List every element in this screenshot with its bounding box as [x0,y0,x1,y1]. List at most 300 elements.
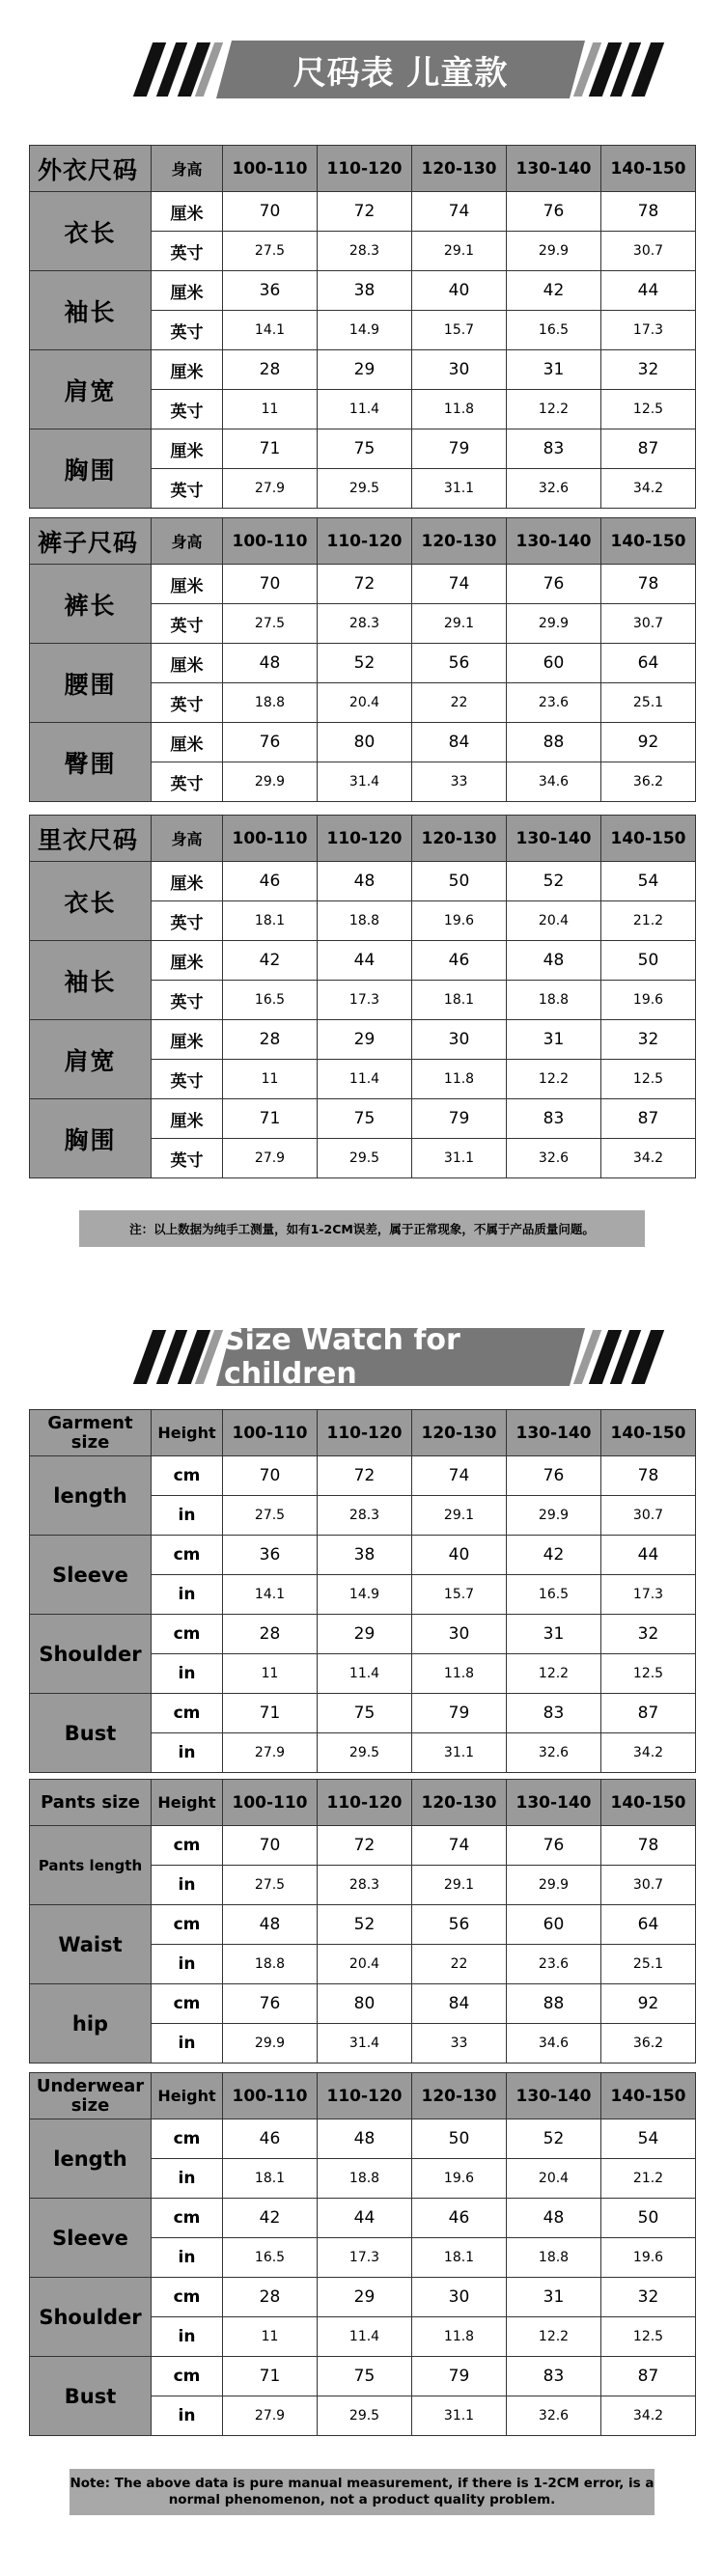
value-cell: 18.8 [507,2238,601,2278]
value-cell: 76 [507,565,601,604]
value-cell: 42 [223,941,318,981]
measurement-label: Shoulder [30,2278,152,2357]
size-range-header: 140-150 [601,816,696,862]
table-row [30,2199,696,2238]
unit-label: 厘米 [152,723,223,762]
value-cell: 12.2 [507,2317,601,2357]
value-cell: 29.1 [412,232,507,271]
value-cell: 92 [601,1984,696,2024]
measurement-label: 臀围 [30,723,152,802]
value-cell: 87 [601,2357,696,2396]
value-cell: 52 [318,1905,412,1945]
table-row [30,271,696,311]
value-cell: 14.1 [223,311,318,350]
value-cell: 28.3 [318,604,412,644]
unit-label: in [152,1733,223,1773]
value-cell: 52 [507,2119,601,2159]
measurement-label: Sleeve [30,2199,152,2278]
value-cell: 12.2 [507,1654,601,1694]
unit-label: cm [152,1536,223,1575]
value-cell: 17.3 [318,981,412,1020]
value-cell: 56 [412,1905,507,1945]
value-cell: 75 [318,2357,412,2396]
unit-label: cm [152,1905,223,1945]
measurement-label: Sleeve [30,1536,152,1615]
height-header: 身高 [152,816,223,862]
size-table [29,815,696,1178]
table-row [30,2119,696,2159]
value-cell: 88 [507,723,601,762]
value-cell: 34.6 [507,762,601,802]
value-cell: 38 [318,1536,412,1575]
table-header-row [30,2073,696,2119]
unit-label: cm [152,2119,223,2159]
value-cell: 15.7 [412,311,507,350]
value-cell: 12.5 [601,390,696,429]
value-cell: 29.1 [412,1866,507,1905]
unit-label: 英寸 [152,232,223,271]
value-cell: 29.9 [223,2024,318,2064]
value-cell: 87 [601,1099,696,1139]
value-cell: 22 [412,1945,507,1984]
size-range-header: 140-150 [601,1410,696,1456]
size-range-header: 120-130 [412,816,507,862]
measurement-label: 胸围 [30,1099,152,1178]
value-cell: 20.4 [318,683,412,723]
size-range-header: 120-130 [412,146,507,192]
value-cell: 71 [223,1099,318,1139]
unit-label: 厘米 [152,350,223,390]
unit-label: 英寸 [152,1139,223,1178]
value-cell: 87 [601,429,696,469]
table-section-name: Garment size [30,1410,152,1456]
value-cell: 20.4 [507,901,601,941]
size-range-header: 100-110 [223,816,318,862]
value-cell: 36 [223,271,318,311]
value-cell: 75 [318,1694,412,1733]
value-cell: 30.7 [601,1866,696,1905]
en-page-title: Size Watch for children [224,1323,460,1391]
unit-label: cm [152,1615,223,1654]
value-cell: 44 [318,941,412,981]
value-cell: 79 [412,1099,507,1139]
table-row [30,2278,696,2317]
value-cell: 12.5 [601,2317,696,2357]
table-section-name: 裤子尺码 [30,518,152,565]
size-range-header: 110-120 [318,1410,412,1456]
size-range-header: 110-120 [318,816,412,862]
size-range-header: 130-140 [507,1780,601,1826]
value-cell: 75 [318,1099,412,1139]
measurement-label: 衣长 [30,192,152,271]
size-range-header: 110-120 [318,1780,412,1826]
value-cell: 11.4 [318,1654,412,1694]
value-cell: 17.3 [601,311,696,350]
value-cell: 29.9 [507,604,601,644]
value-cell: 16.5 [507,311,601,350]
unit-label: 厘米 [152,429,223,469]
value-cell: 74 [412,565,507,604]
value-cell: 16.5 [507,1575,601,1615]
unit-label: 厘米 [152,565,223,604]
unit-label: 厘米 [152,1020,223,1060]
value-cell: 29.5 [318,2396,412,2436]
height-header: 身高 [152,518,223,565]
value-cell: 84 [412,1984,507,2024]
table-header-row [30,816,696,862]
height-header: Height [152,2073,223,2119]
table-row [30,1020,696,1060]
value-cell: 29 [318,1020,412,1060]
value-cell: 18.8 [318,2159,412,2199]
unit-label: in [152,1496,223,1536]
value-cell: 48 [318,2119,412,2159]
measurement-label: hip [30,1984,152,2064]
value-cell: 64 [601,644,696,683]
value-cell: 83 [507,1099,601,1139]
value-cell: 20.4 [507,2159,601,2199]
value-cell: 18.8 [223,683,318,723]
value-cell: 30 [412,1615,507,1654]
value-cell: 79 [412,2357,507,2396]
value-cell: 83 [507,2357,601,2396]
value-cell: 52 [507,862,601,901]
value-cell: 50 [412,862,507,901]
size-range-header: 130-140 [507,518,601,565]
value-cell: 48 [318,862,412,901]
table-header-row [30,146,696,192]
value-cell: 11 [223,2317,318,2357]
value-cell: 17.3 [601,1575,696,1615]
value-cell: 70 [223,565,318,604]
value-cell: 75 [318,429,412,469]
value-cell: 14.1 [223,1575,318,1615]
value-cell: 40 [412,271,507,311]
value-cell: 34.6 [507,2024,601,2064]
value-cell: 34.2 [601,2396,696,2436]
value-cell: 30 [412,350,507,390]
value-cell: 44 [318,2199,412,2238]
unit-label: 厘米 [152,271,223,311]
value-cell: 28.3 [318,1496,412,1536]
value-cell: 31 [507,350,601,390]
value-cell: 29 [318,2278,412,2317]
value-cell: 78 [601,565,696,604]
value-cell: 19.6 [601,2238,696,2278]
value-cell: 12.2 [507,1060,601,1099]
size-range-header: 120-130 [412,518,507,565]
measurement-label: Pants length [30,1826,152,1905]
value-cell: 72 [318,1456,412,1496]
value-cell: 33 [412,2024,507,2064]
value-cell: 56 [412,644,507,683]
size-range-header: 130-140 [507,146,601,192]
value-cell: 46 [412,2199,507,2238]
value-cell: 29.5 [318,1733,412,1773]
value-cell: 11.8 [412,1654,507,1694]
value-cell: 16.5 [223,981,318,1020]
value-cell: 46 [223,2119,318,2159]
value-cell: 83 [507,429,601,469]
value-cell: 74 [412,1456,507,1496]
size-range-header: 140-150 [601,518,696,565]
value-cell: 12.5 [601,1060,696,1099]
value-cell: 92 [601,723,696,762]
value-cell: 72 [318,192,412,232]
unit-label: 厘米 [152,192,223,232]
value-cell: 36 [223,1536,318,1575]
value-cell: 78 [601,1456,696,1496]
value-cell: 71 [223,429,318,469]
value-cell: 78 [601,192,696,232]
value-cell: 31.4 [318,2024,412,2064]
value-cell: 44 [601,271,696,311]
value-cell: 72 [318,565,412,604]
value-cell: 31 [507,1615,601,1654]
table-row [30,1615,696,1654]
table-row [30,941,696,981]
value-cell: 31.1 [412,469,507,509]
size-table [29,145,696,509]
value-cell: 27.5 [223,1496,318,1536]
table-row [30,1694,696,1733]
en-title-banner [0,1320,724,1398]
value-cell: 11.8 [412,1060,507,1099]
value-cell: 11 [223,1060,318,1099]
table-row [30,350,696,390]
value-cell: 30.7 [601,1496,696,1536]
measurement-label: Shoulder [30,1615,152,1694]
size-range-header: 110-120 [318,2073,412,2119]
unit-label: in [152,2317,223,2357]
table-header-row [30,1780,696,1826]
size-table [29,2072,696,2436]
table-section-name: Pants size [30,1780,152,1826]
value-cell: 70 [223,192,318,232]
value-cell: 27.9 [223,1733,318,1773]
value-cell: 70 [223,1456,318,1496]
table-section-name: 里衣尺码 [30,816,152,862]
value-cell: 48 [223,1905,318,1945]
size-range-header: 110-120 [318,146,412,192]
value-cell: 38 [318,271,412,311]
value-cell: 18.1 [412,2238,507,2278]
value-cell: 11 [223,390,318,429]
table-row [30,1099,696,1139]
unit-label: 英寸 [152,311,223,350]
value-cell: 42 [507,1536,601,1575]
unit-label: in [152,1575,223,1615]
value-cell: 76 [507,192,601,232]
value-cell: 23.6 [507,683,601,723]
unit-label: cm [152,2357,223,2396]
size-range-header: 110-120 [318,518,412,565]
size-range-header: 100-110 [223,1780,318,1826]
measurement-label: 袖长 [30,271,152,350]
value-cell: 52 [318,644,412,683]
unit-label: 英寸 [152,390,223,429]
value-cell: 50 [601,2199,696,2238]
value-cell: 28.3 [318,232,412,271]
value-cell: 32 [601,2278,696,2317]
table-row [30,565,696,604]
value-cell: 32 [601,350,696,390]
size-range-header: 120-130 [412,2073,507,2119]
table-section-name: Underwear size [30,2073,152,2119]
value-cell: 29.9 [507,232,601,271]
value-cell: 28 [223,1020,318,1060]
value-cell: 30 [412,2278,507,2317]
measurement-label: Bust [30,1694,152,1773]
value-cell: 36.2 [601,2024,696,2064]
value-cell: 48 [507,2199,601,2238]
unit-label: in [152,2024,223,2064]
value-cell: 11.4 [318,390,412,429]
size-range-header: 100-110 [223,518,318,565]
value-cell: 31 [507,2278,601,2317]
value-cell: 74 [412,192,507,232]
value-cell: 29.9 [507,1496,601,1536]
unit-label: 英寸 [152,981,223,1020]
table-row [30,1456,696,1496]
unit-label: 英寸 [152,604,223,644]
size-range-header: 140-150 [601,1780,696,1826]
measurement-label: 肩宽 [30,350,152,429]
value-cell: 27.9 [223,1139,318,1178]
unit-label: 英寸 [152,762,223,802]
table-section-name: 外衣尺码 [30,146,152,192]
value-cell: 12.5 [601,1654,696,1694]
size-range-header: 100-110 [223,1410,318,1456]
en-disclaimer-note: Note: The above data is pure manual measurement, if there is 1-2CM error, is a normal phenomenon, not a product quality problem. [70,2469,654,2515]
size-table [29,517,696,802]
value-cell: 18.1 [412,981,507,1020]
value-cell: 72 [318,1826,412,1866]
value-cell: 76 [223,723,318,762]
value-cell: 21.2 [601,901,696,941]
value-cell: 11.8 [412,390,507,429]
value-cell: 18.8 [507,981,601,1020]
value-cell: 20.4 [318,1945,412,1984]
value-cell: 30.7 [601,232,696,271]
value-cell: 31.4 [318,762,412,802]
value-cell: 78 [601,1826,696,1866]
value-cell: 79 [412,429,507,469]
value-cell: 80 [318,1984,412,2024]
value-cell: 74 [412,1826,507,1866]
measurement-label: 裤长 [30,565,152,644]
cn-page-title: 尺码表 儿童款 [292,53,509,93]
unit-label: 厘米 [152,1099,223,1139]
measurement-label: 腰围 [30,644,152,723]
table-header-row [30,1410,696,1456]
value-cell: 25.1 [601,1945,696,1984]
measurement-label: length [30,2119,152,2199]
size-range-header: 140-150 [601,2073,696,2119]
measurement-label: 袖长 [30,941,152,1020]
unit-label: in [152,2159,223,2199]
table-row [30,1826,696,1866]
value-cell: 17.3 [318,2238,412,2278]
measurement-label: Bust [30,2357,152,2436]
value-cell: 32 [601,1020,696,1060]
value-cell: 22 [412,683,507,723]
value-cell: 29.1 [412,604,507,644]
value-cell: 27.5 [223,232,318,271]
height-header: 身高 [152,146,223,192]
table-row [30,723,696,762]
value-cell: 32.6 [507,469,601,509]
value-cell: 27.9 [223,2396,318,2436]
value-cell: 29 [318,1615,412,1654]
value-cell: 14.9 [318,1575,412,1615]
value-cell: 23.6 [507,1945,601,1984]
value-cell: 31 [507,1020,601,1060]
table-row [30,429,696,469]
unit-label: 厘米 [152,862,223,901]
size-range-header: 120-130 [412,1410,507,1456]
value-cell: 40 [412,1536,507,1575]
value-cell: 42 [507,271,601,311]
value-cell: 76 [507,1456,601,1496]
value-cell: 21.2 [601,2159,696,2199]
value-cell: 32.6 [507,1733,601,1773]
value-cell: 46 [412,941,507,981]
table-header-row [30,518,696,565]
value-cell: 87 [601,1694,696,1733]
unit-label: cm [152,1826,223,1866]
measurement-label: 衣长 [30,862,152,941]
table-row [30,1984,696,2024]
value-cell: 25.1 [601,683,696,723]
value-cell: 19.6 [601,981,696,1020]
value-cell: 84 [412,723,507,762]
unit-label: 厘米 [152,644,223,683]
unit-label: in [152,1866,223,1905]
value-cell: 48 [507,941,601,981]
measurement-label: Waist [30,1905,152,1984]
value-cell: 29.9 [223,762,318,802]
value-cell: 19.6 [412,2159,507,2199]
value-cell: 27.5 [223,604,318,644]
measurement-label: length [30,1456,152,1536]
table-row [30,644,696,683]
value-cell: 18.1 [223,901,318,941]
value-cell: 32 [601,1615,696,1654]
value-cell: 15.7 [412,1575,507,1615]
value-cell: 29.5 [318,469,412,509]
unit-label: 厘米 [152,941,223,981]
height-header: Height [152,1780,223,1826]
value-cell: 36.2 [601,762,696,802]
size-range-header: 100-110 [223,2073,318,2119]
value-cell: 34.2 [601,469,696,509]
value-cell: 31.1 [412,1733,507,1773]
value-cell: 80 [318,723,412,762]
cn-title-banner [0,33,724,110]
unit-label: cm [152,2278,223,2317]
size-range-header: 140-150 [601,146,696,192]
measurement-label: 肩宽 [30,1020,152,1099]
size-range-header: 100-110 [223,146,318,192]
unit-label: 英寸 [152,901,223,941]
value-cell: 50 [601,941,696,981]
value-cell: 48 [223,644,318,683]
value-cell: 30.7 [601,604,696,644]
unit-label: 英寸 [152,683,223,723]
value-cell: 70 [223,1826,318,1866]
value-cell: 79 [412,1694,507,1733]
